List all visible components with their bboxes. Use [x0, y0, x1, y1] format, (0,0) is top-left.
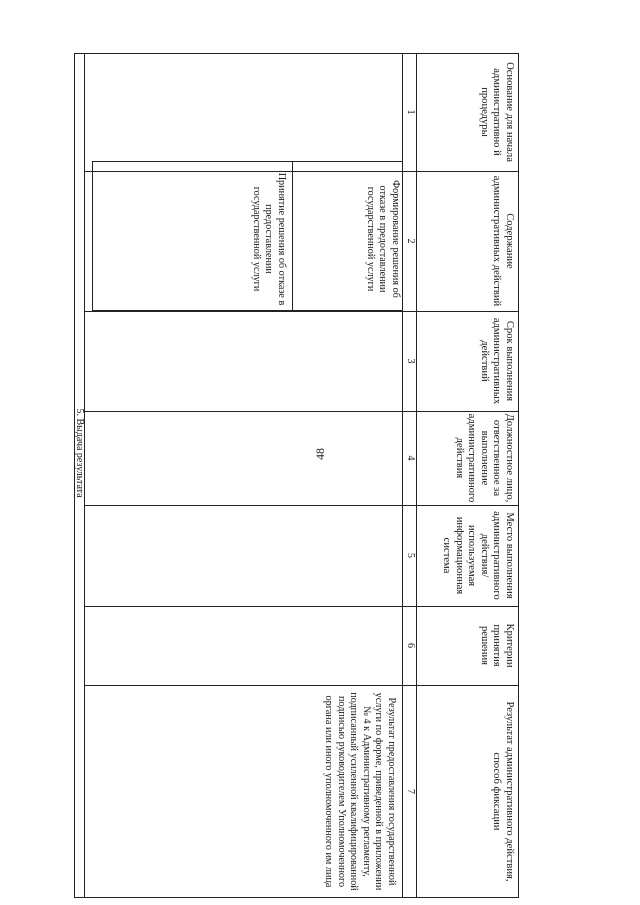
header-place: Место выполнения административного действия/ используемая информационная система: [441, 511, 515, 600]
column-number: 5: [405, 553, 416, 558]
column-number: 1: [405, 109, 416, 115]
header-result: Результат административного действия, способ фиксации: [491, 701, 515, 882]
header-basis: Основание для начала административно й процедуры: [479, 62, 515, 162]
header-official: Должностное лицо, ответственное за выполнение административного действия: [454, 413, 515, 503]
header-criteria: Критерии принятия решения: [479, 623, 515, 668]
column-number: 3: [405, 358, 416, 364]
rotated-table: [74, 53, 519, 898]
action-split: [292, 161, 293, 311]
header-content: Содержание административных действий: [491, 175, 515, 307]
row1-action: Принятие решения об отказе в предоставлении государственной услуги: [251, 172, 287, 306]
column-number: 2: [405, 238, 416, 244]
row1-result: Результат предоставления государственной услуги по форме, приведенной в приложении № 4 к Административному регламенту, подписанный усиленной квалифицированной подписью руководителем Уполномоченного органа или иного уполномоченного им лица: [323, 692, 397, 891]
header-term: Срок выполнения административных действий: [479, 317, 515, 405]
column-number: 7: [405, 789, 416, 794]
column-number: 4: [405, 455, 416, 461]
section-title: 5. Выдача результата: [74, 408, 85, 498]
column-number: 6: [405, 643, 416, 648]
row2-action: Формирование решения об отказе в предоставлении государственной услуги: [365, 180, 401, 298]
page-number: 48: [313, 448, 327, 460]
